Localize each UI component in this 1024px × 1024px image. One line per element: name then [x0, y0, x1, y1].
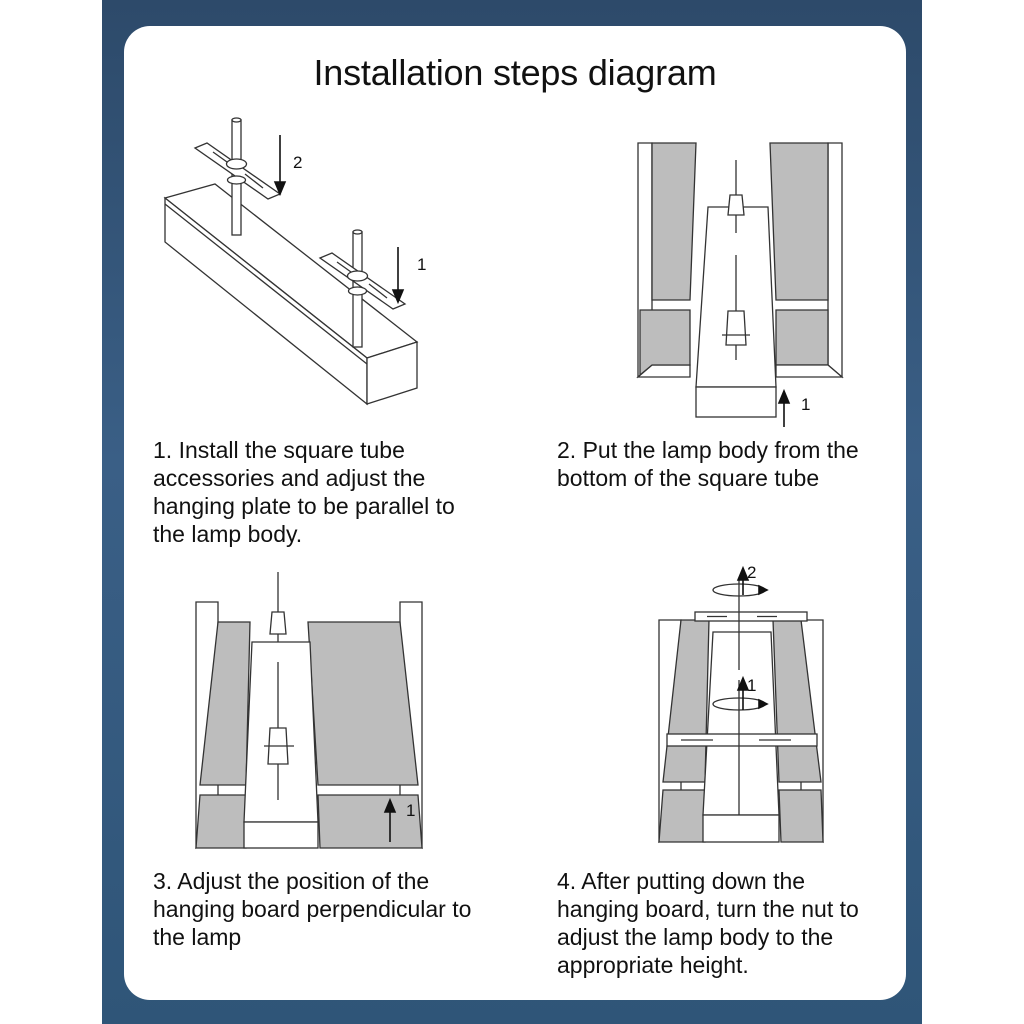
step-4-caption: 4. After putting down the hanging board, turn the nut to adjust the lamp body to the appropriate height. — [557, 868, 859, 978]
step-4-diagram — [655, 560, 835, 850]
step-2-arrow-label-1: 1 — [801, 395, 811, 414]
step-3-arrow-label-1: 1 — [406, 801, 416, 820]
step-2-diagram — [630, 135, 850, 435]
step-1-diagram — [155, 110, 455, 410]
step-4-arrow-label-1: 1 — [747, 676, 757, 695]
step-3-caption: 3. Adjust the position of the hanging board perpendicular to the lamp — [153, 868, 472, 950]
step-3-diagram — [190, 570, 430, 855]
step-1-arrow-label-2: 2 — [293, 153, 303, 172]
step-1-arrow-label-1: 1 — [417, 255, 427, 274]
step-4-arrow-label-2: 2 — [747, 563, 757, 582]
step-2-caption: 2. Put the lamp body from the bottom of the square tube — [557, 437, 859, 491]
page-title: Installation steps diagram — [313, 52, 717, 93]
step-1-caption: 1. Install the square tube accessories and adjust the hanging plate to be parallel to the lamp body. — [153, 437, 455, 547]
